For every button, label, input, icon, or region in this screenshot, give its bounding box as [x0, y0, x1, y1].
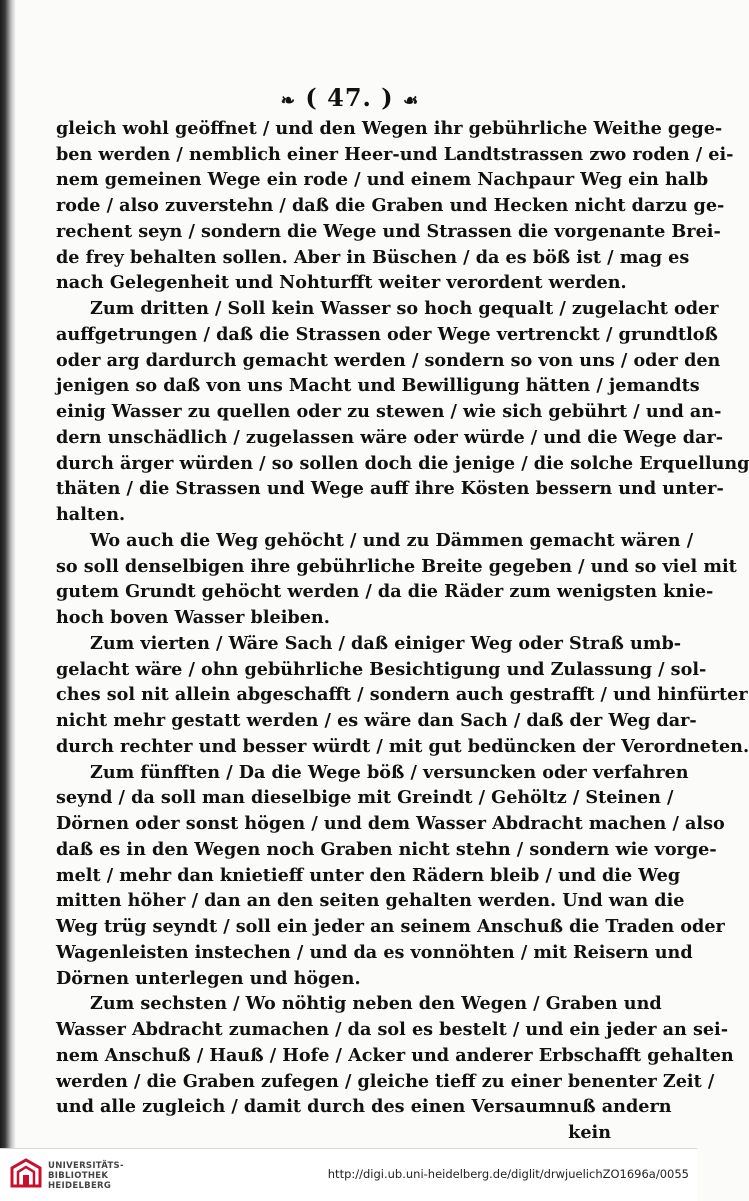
text-line: Zum sechsten / Wo nöhtig neben den Wegen / Graben und: [90, 993, 662, 1014]
text-line: kein: [568, 1122, 611, 1143]
library-name-line: BIBLIOTHEK: [48, 1171, 109, 1181]
text-line: mitten höher / dan an den seiten gehalten werden. Und wan die: [56, 890, 685, 911]
text-line: Zum fünfften / Da die Wege böß / versuncken oder verfahren: [90, 762, 689, 783]
library-name: [48, 1161, 124, 1191]
page-gutter-shadow: [0, 0, 16, 1148]
text-line: daß es in den Wegen noch Graben nicht stehn / sondern wie vorge-: [56, 839, 717, 860]
page-number: [40, 83, 660, 112]
text-line: halten.: [56, 504, 126, 525]
document-page: [40, 0, 749, 1148]
text-line: Wagenleisten instechen / und da es vonnöhten / mit Reisern und: [56, 942, 693, 963]
text-line: melt / mehr dan knietieff unter den Rädern bleib / und die Weg: [56, 865, 681, 886]
library-logo-icon: [8, 1156, 44, 1192]
page-number-text: ( 47. ): [305, 83, 394, 112]
text-line: jenigen so daß von uns Macht und Bewilligung hätten / jemandts: [56, 375, 700, 396]
text-line: so soll denselbigen ihre gebührliche Breite gegeben / und so viel mit: [56, 556, 737, 577]
text-line: und alle zugleich / damit durch des einen Versaumnuß andern: [56, 1096, 672, 1117]
text-line: gleich wohl geöffnet / und den Wegen ihr gebührliche Weithe gege-: [56, 118, 723, 139]
text-line: einig Wasser zu quellen oder zu stewen / wie sich gebührt / und an-: [56, 401, 722, 422]
text-line: ches sol nit allein abgeschafft / sondern auch gestrafft / und hinfürter: [56, 684, 748, 705]
text-line: nem gemeinen Wege ein rode / und einem Nachpaur Weg ein halb: [56, 169, 709, 190]
text-line: hoch boven Wasser bleiben.: [56, 607, 330, 628]
text-line: durch ärger würden / so sollen doch die jenige / die solche Erquellung: [56, 453, 749, 474]
text-line: auffgetrungen / daß die Strassen oder Wege vertrenckt / grundtloß: [56, 324, 718, 345]
text-line: rechent seyn / sondern die Wege und Strassen die vorgenante Brei-: [56, 221, 721, 242]
text-line: Dörnen oder sonst högen / und dem Wasser Abdracht machen / also: [56, 813, 725, 834]
text-line: Wasser Abdracht zumachen / da sol es bestelt / und ein jeder an sei-: [56, 1019, 729, 1040]
text-line: rode / also zuverstehn / daß die Graben und Hecken nicht darzu ge-: [56, 195, 725, 216]
text-line: nem Anschuß / Hauß / Hofe / Acker und anderer Erbschafft gehalten: [56, 1045, 734, 1066]
text-line: nach Gelegenheit und Nohturfft weiter verordent werden.: [56, 272, 627, 293]
text-line: durch rechter und besser würdt / mit gut bedüncken der Verordneten.: [56, 736, 749, 757]
text-line: nicht mehr gestatt werden / es wäre dan Sach / daß der Weg dar-: [56, 710, 697, 731]
text-line: Wo auch die Weg gehöcht / und zu Dämmen gemacht wären /: [90, 530, 694, 551]
text-line: Zum dritten / Soll kein Wasser so hoch gequalt / zugelacht oder: [90, 298, 719, 319]
text-line: thäten / die Strassen und Wege auff ihre Kösten bessern und unter-: [56, 478, 724, 499]
text-line: Weg trüg seyndt / soll ein jeder an seinem Anschuß die Traden oder: [56, 916, 725, 937]
text-line: dern unschädlich / zugelassen wäre oder würde / und die Wege dar-: [56, 427, 724, 448]
text-line: Dörnen unterlegen und högen.: [56, 968, 361, 989]
text-line: gutem Grundt gehöcht werden / da die Räder zum wenigsten knie-: [56, 581, 714, 602]
ornament-left-icon: ❧: [280, 91, 297, 111]
text-line: seynd / da soll man dieselbige mit Greindt / Gehöltz / Steinen /: [56, 787, 674, 808]
viewer-footer: [0, 1148, 697, 1201]
library-name-line: HEIDELBERG: [48, 1181, 112, 1191]
source-url[interactable]: http://digi.ub.uni-heidelberg.de/diglit/drwjuelichZO1696a/0055: [327, 1167, 689, 1181]
text-line: de frey behalten sollen. Aber in Büschen / da es böß ist / mag es: [56, 247, 690, 268]
text-line: ben werden / nemblich einer Heer-und Landtstrassen zwo roden / ei-: [56, 144, 734, 165]
ornament-right-icon: ☙: [402, 91, 420, 111]
text-line: oder arg dardurch gemacht werden / sondern so von uns / oder den: [56, 350, 721, 371]
text-line: werden / die Graben zufegen / gleiche tieff zu einer benenter Zeit /: [56, 1071, 715, 1092]
text-line: gelacht wäre / ohn gebührliche Besichtigung und Zulassung / sol-: [56, 659, 707, 680]
text-line: Zum vierten / Wäre Sach / daß einiger Weg oder Straß umb-: [90, 633, 682, 654]
library-name-line: UNIVERSITÄTS-: [48, 1161, 124, 1171]
